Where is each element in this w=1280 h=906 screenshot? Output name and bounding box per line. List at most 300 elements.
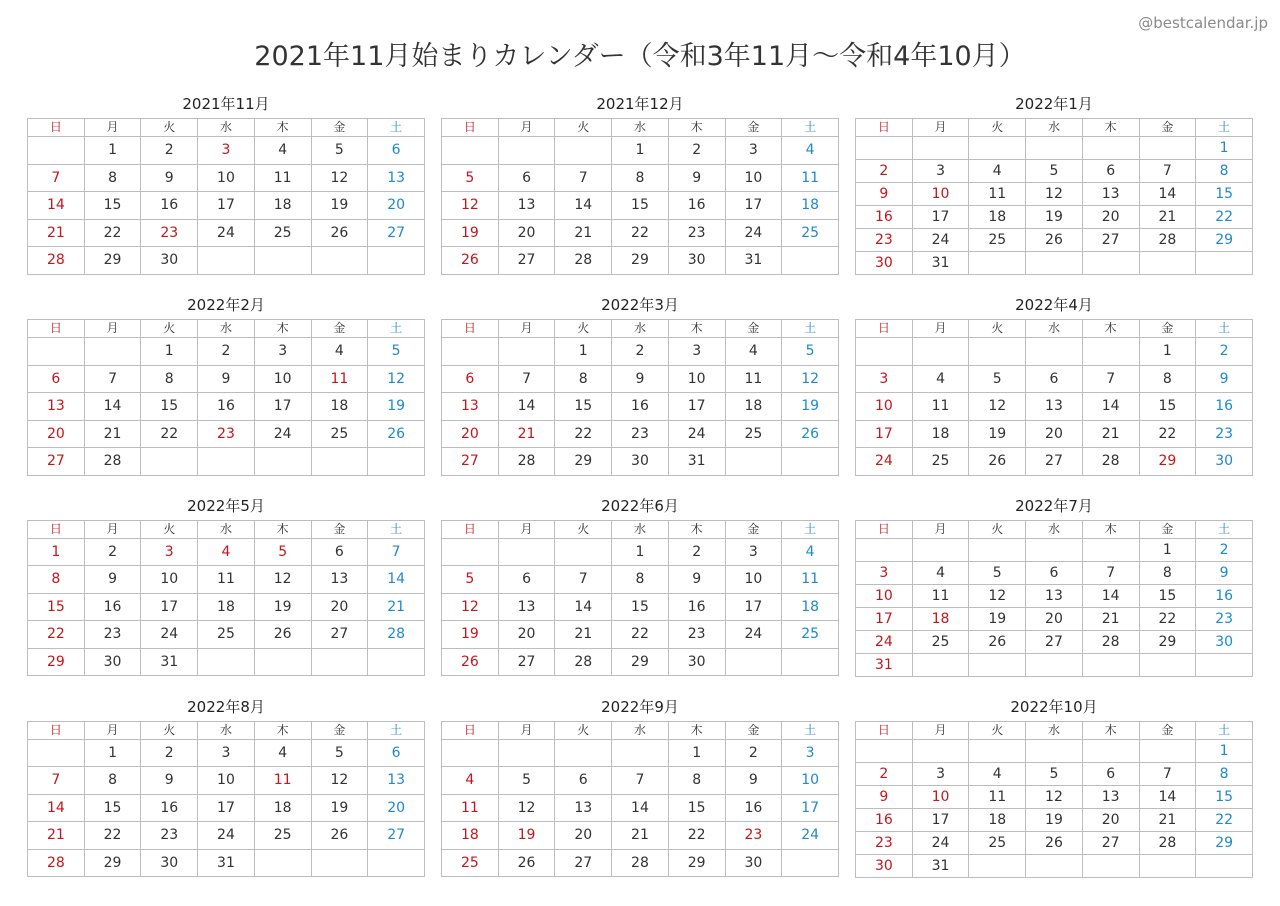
- empty-cell: [1026, 137, 1083, 160]
- empty-cell: [368, 247, 425, 275]
- week-row: [28, 338, 425, 366]
- weekday-header: 土: [782, 119, 839, 137]
- empty-cell: [1026, 538, 1083, 561]
- month-calendar: [441, 295, 839, 476]
- day-cell: 4: [912, 365, 969, 393]
- day-cell: 6: [311, 538, 368, 566]
- weekday-header: 土: [1196, 119, 1253, 137]
- day-cell: 26: [1026, 831, 1083, 854]
- month-title: 2022年3月: [601, 296, 679, 314]
- day-cell: 3: [668, 338, 725, 366]
- empty-cell: [1082, 854, 1139, 877]
- day-cell: 26: [442, 247, 499, 275]
- day-cell: 2: [141, 137, 198, 165]
- week-row: [28, 767, 425, 795]
- month-table: [441, 319, 839, 476]
- month-table: [855, 118, 1253, 275]
- empty-cell: [498, 739, 555, 767]
- month-calendar: [441, 697, 839, 878]
- weekday-header: 金: [1139, 320, 1196, 338]
- day-cell: 15: [612, 593, 669, 621]
- day-cell: 22: [1196, 206, 1253, 229]
- month-calendar: [855, 697, 1253, 878]
- weekday-header: 月: [498, 721, 555, 739]
- day-cell: 29: [612, 648, 669, 676]
- day-cell: 21: [28, 822, 85, 850]
- week-row: [28, 164, 425, 192]
- day-cell: 5: [368, 338, 425, 366]
- day-cell: 30: [141, 247, 198, 275]
- day-cell: 10: [198, 164, 255, 192]
- day-cell: 9: [612, 365, 669, 393]
- day-cell: 25: [969, 229, 1026, 252]
- day-cell: 9: [141, 164, 198, 192]
- week-row: [442, 192, 839, 220]
- week-row: [856, 206, 1253, 229]
- day-cell: 24: [782, 822, 839, 850]
- day-cell: 17: [141, 593, 198, 621]
- day-cell: 18: [198, 593, 255, 621]
- empty-cell: [254, 849, 311, 877]
- weekday-header: 火: [555, 721, 612, 739]
- weekday-header: 土: [782, 721, 839, 739]
- weekday-header: 水: [1026, 320, 1083, 338]
- day-cell: 17: [198, 794, 255, 822]
- day-cell: 20: [555, 822, 612, 850]
- day-cell: 28: [28, 849, 85, 877]
- day-cell: 9: [668, 566, 725, 594]
- week-row: [856, 137, 1253, 160]
- month-calendar: [855, 496, 1253, 677]
- day-cell: 15: [1139, 584, 1196, 607]
- day-cell: 20: [1082, 206, 1139, 229]
- day-cell: 5: [442, 566, 499, 594]
- day-cell: 8: [1139, 561, 1196, 584]
- day-cell: 16: [668, 192, 725, 220]
- day-cell: 21: [1139, 808, 1196, 831]
- day-cell: 27: [28, 448, 85, 476]
- weekday-header: 金: [725, 520, 782, 538]
- day-cell: 21: [368, 593, 425, 621]
- empty-cell: [254, 648, 311, 676]
- day-cell: 11: [969, 785, 1026, 808]
- empty-cell: [725, 648, 782, 676]
- week-row: [856, 338, 1253, 366]
- day-cell: 7: [612, 767, 669, 795]
- day-cell: 12: [782, 365, 839, 393]
- empty-cell: [1082, 137, 1139, 160]
- week-row: [442, 593, 839, 621]
- weekday-header: 月: [84, 721, 141, 739]
- weekday-header: 土: [368, 320, 425, 338]
- empty-cell: [969, 338, 1026, 366]
- month-table: [441, 721, 839, 878]
- day-cell: 30: [856, 854, 913, 877]
- day-cell: 18: [782, 593, 839, 621]
- week-row: [28, 822, 425, 850]
- weekday-header: 金: [1139, 520, 1196, 538]
- weekday-header: 木: [1082, 520, 1139, 538]
- day-cell: 24: [668, 420, 725, 448]
- day-cell: 31: [856, 653, 913, 676]
- month-table: [855, 721, 1253, 878]
- day-cell: 9: [668, 164, 725, 192]
- day-cell: 10: [141, 566, 198, 594]
- day-cell: 15: [84, 794, 141, 822]
- empty-cell: [498, 538, 555, 566]
- day-cell: 20: [368, 794, 425, 822]
- day-cell: 14: [28, 192, 85, 220]
- day-cell: 26: [442, 648, 499, 676]
- day-cell: 7: [498, 365, 555, 393]
- day-cell: 23: [856, 831, 913, 854]
- week-row: [442, 448, 839, 476]
- day-cell: 2: [856, 160, 913, 183]
- day-cell: 16: [725, 794, 782, 822]
- day-cell: 23: [141, 219, 198, 247]
- day-cell: 9: [198, 365, 255, 393]
- day-cell: 12: [969, 393, 1026, 421]
- day-cell: 14: [498, 393, 555, 421]
- day-cell: 19: [368, 393, 425, 421]
- day-cell: 22: [612, 219, 669, 247]
- empty-cell: [254, 448, 311, 476]
- day-cell: 16: [198, 393, 255, 421]
- empty-cell: [969, 653, 1026, 676]
- week-row: [856, 831, 1253, 854]
- day-cell: 4: [254, 739, 311, 767]
- empty-cell: [912, 739, 969, 762]
- day-cell: 18: [782, 192, 839, 220]
- day-cell: 19: [1026, 206, 1083, 229]
- day-cell: 23: [1196, 607, 1253, 630]
- day-cell: 24: [725, 621, 782, 649]
- month-table: [855, 520, 1253, 677]
- day-cell: 30: [141, 849, 198, 877]
- empty-cell: [1139, 252, 1196, 275]
- day-cell: 16: [84, 593, 141, 621]
- day-cell: 15: [28, 593, 85, 621]
- day-cell: 14: [1139, 183, 1196, 206]
- day-cell: 7: [368, 538, 425, 566]
- day-cell: 27: [555, 849, 612, 877]
- day-cell: 10: [725, 566, 782, 594]
- day-cell: 18: [912, 607, 969, 630]
- empty-cell: [969, 739, 1026, 762]
- day-cell: 23: [668, 621, 725, 649]
- day-cell: 28: [498, 448, 555, 476]
- day-cell: 16: [668, 593, 725, 621]
- day-cell: 23: [1196, 420, 1253, 448]
- day-cell: 12: [368, 365, 425, 393]
- week-row: [442, 849, 839, 877]
- day-cell: 29: [1139, 630, 1196, 653]
- week-row: [856, 630, 1253, 653]
- day-cell: 5: [498, 767, 555, 795]
- day-cell: 1: [84, 739, 141, 767]
- weekday-header: 土: [1196, 320, 1253, 338]
- weekday-header: 木: [668, 320, 725, 338]
- day-cell: 16: [1196, 393, 1253, 421]
- day-cell: 9: [856, 785, 913, 808]
- day-cell: 19: [969, 420, 1026, 448]
- day-cell: 31: [668, 448, 725, 476]
- weekday-header: 土: [368, 520, 425, 538]
- weekday-header-row: [856, 320, 1253, 338]
- empty-cell: [555, 538, 612, 566]
- day-cell: 29: [668, 849, 725, 877]
- day-cell: 3: [912, 160, 969, 183]
- day-cell: 12: [969, 584, 1026, 607]
- day-cell: 21: [1082, 607, 1139, 630]
- day-cell: 20: [368, 192, 425, 220]
- day-cell: 25: [782, 219, 839, 247]
- day-cell: 17: [254, 393, 311, 421]
- empty-cell: [969, 538, 1026, 561]
- weekday-header: 水: [1026, 119, 1083, 137]
- weekday-header: 木: [254, 320, 311, 338]
- empty-cell: [442, 137, 499, 165]
- day-cell: 22: [84, 219, 141, 247]
- empty-cell: [912, 137, 969, 160]
- empty-cell: [311, 448, 368, 476]
- weekday-header: 金: [311, 721, 368, 739]
- empty-cell: [1082, 538, 1139, 561]
- day-cell: 2: [612, 338, 669, 366]
- day-cell: 24: [912, 229, 969, 252]
- day-cell: 29: [84, 849, 141, 877]
- month-title: 2022年8月: [187, 697, 265, 716]
- day-cell: 8: [1196, 160, 1253, 183]
- day-cell: 29: [28, 648, 85, 676]
- day-cell: 7: [1139, 762, 1196, 785]
- day-cell: 18: [442, 822, 499, 850]
- empty-cell: [782, 247, 839, 275]
- day-cell: 30: [1196, 448, 1253, 476]
- weekday-header: 金: [311, 320, 368, 338]
- week-row: [856, 584, 1253, 607]
- weekday-header: 月: [912, 520, 969, 538]
- week-row: [28, 247, 425, 275]
- week-row: [442, 648, 839, 676]
- day-cell: 8: [84, 767, 141, 795]
- weekday-header: 木: [668, 119, 725, 137]
- empty-cell: [28, 739, 85, 767]
- day-cell: 1: [612, 137, 669, 165]
- day-cell: 9: [141, 767, 198, 795]
- weekday-header: 土: [1196, 721, 1253, 739]
- day-cell: 1: [1196, 739, 1253, 762]
- day-cell: 4: [725, 338, 782, 366]
- weekday-header: 火: [969, 320, 1026, 338]
- weekday-header: 日: [856, 721, 913, 739]
- weekday-header: 月: [912, 320, 969, 338]
- weekday-header: 火: [555, 119, 612, 137]
- day-cell: 25: [912, 630, 969, 653]
- week-row: [856, 762, 1253, 785]
- day-cell: 9: [1196, 561, 1253, 584]
- day-cell: 31: [141, 648, 198, 676]
- day-cell: 24: [912, 831, 969, 854]
- month-table: [441, 520, 839, 677]
- day-cell: 6: [498, 566, 555, 594]
- weekday-header-row: [28, 721, 425, 739]
- weekday-header: 日: [28, 119, 85, 137]
- month-table: [855, 319, 1253, 476]
- day-cell: 29: [1196, 229, 1253, 252]
- month-title: 2021年12月: [596, 95, 684, 113]
- day-cell: 4: [912, 561, 969, 584]
- day-cell: 14: [612, 794, 669, 822]
- day-cell: 16: [1196, 584, 1253, 607]
- day-cell: 20: [1026, 607, 1083, 630]
- day-cell: 14: [1082, 584, 1139, 607]
- day-cell: 10: [856, 393, 913, 421]
- week-row: [856, 365, 1253, 393]
- day-cell: 11: [912, 393, 969, 421]
- week-row: [442, 621, 839, 649]
- empty-cell: [782, 448, 839, 476]
- day-cell: 29: [1139, 448, 1196, 476]
- weekday-header: 月: [498, 520, 555, 538]
- day-cell: 21: [498, 420, 555, 448]
- week-row: [28, 448, 425, 476]
- day-cell: 11: [311, 365, 368, 393]
- week-row: [28, 794, 425, 822]
- day-cell: 3: [912, 762, 969, 785]
- day-cell: 8: [1139, 365, 1196, 393]
- weekday-header: 木: [254, 721, 311, 739]
- day-cell: 7: [1082, 365, 1139, 393]
- day-cell: 7: [555, 164, 612, 192]
- day-cell: 30: [725, 849, 782, 877]
- day-cell: 11: [254, 164, 311, 192]
- day-cell: 1: [84, 137, 141, 165]
- day-cell: 15: [668, 794, 725, 822]
- weekday-header-row: [856, 520, 1253, 538]
- empty-cell: [555, 739, 612, 767]
- day-cell: 12: [311, 767, 368, 795]
- weekday-header: 火: [555, 320, 612, 338]
- week-row: [28, 849, 425, 877]
- day-cell: 10: [254, 365, 311, 393]
- weekday-header: 土: [368, 119, 425, 137]
- empty-cell: [1139, 137, 1196, 160]
- day-cell: 1: [1139, 538, 1196, 561]
- weekday-header: 木: [1082, 119, 1139, 137]
- month-title: 2022年2月: [187, 296, 265, 314]
- day-cell: 6: [368, 137, 425, 165]
- day-cell: 11: [198, 566, 255, 594]
- week-row: [856, 229, 1253, 252]
- day-cell: 27: [498, 247, 555, 275]
- day-cell: 14: [555, 192, 612, 220]
- week-row: [28, 192, 425, 220]
- day-cell: 6: [1082, 160, 1139, 183]
- day-cell: 3: [725, 137, 782, 165]
- empty-cell: [498, 137, 555, 165]
- weekday-header-row: [856, 721, 1253, 739]
- week-row: [856, 808, 1253, 831]
- day-cell: 4: [969, 762, 1026, 785]
- day-cell: 21: [84, 420, 141, 448]
- week-row: [28, 593, 425, 621]
- day-cell: 5: [782, 338, 839, 366]
- day-cell: 22: [28, 621, 85, 649]
- day-cell: 7: [555, 566, 612, 594]
- day-cell: 22: [668, 822, 725, 850]
- day-cell: 23: [856, 229, 913, 252]
- day-cell: 13: [442, 393, 499, 421]
- weekday-header: 水: [612, 520, 669, 538]
- day-cell: 6: [555, 767, 612, 795]
- day-cell: 3: [198, 137, 255, 165]
- day-cell: 10: [912, 183, 969, 206]
- month-title: 2022年9月: [601, 697, 679, 716]
- week-row: [442, 393, 839, 421]
- day-cell: 22: [555, 420, 612, 448]
- month-table: [27, 721, 425, 878]
- day-cell: 23: [198, 420, 255, 448]
- day-cell: 24: [725, 219, 782, 247]
- weekday-header: 月: [84, 119, 141, 137]
- day-cell: 5: [311, 739, 368, 767]
- week-row: [442, 822, 839, 850]
- week-row: [856, 561, 1253, 584]
- day-cell: 22: [612, 621, 669, 649]
- day-cell: 5: [969, 365, 1026, 393]
- empty-cell: [1026, 739, 1083, 762]
- weekday-header: 金: [1139, 119, 1196, 137]
- day-cell: 17: [198, 192, 255, 220]
- week-row: [28, 137, 425, 165]
- weekday-header: 水: [612, 320, 669, 338]
- weekday-header: 水: [612, 119, 669, 137]
- week-row: [28, 621, 425, 649]
- weekday-header: 木: [1082, 320, 1139, 338]
- day-cell: 19: [969, 607, 1026, 630]
- weekday-header: 木: [254, 119, 311, 137]
- day-cell: 28: [1139, 229, 1196, 252]
- empty-cell: [442, 538, 499, 566]
- day-cell: 7: [1082, 561, 1139, 584]
- month-title: 2022年10月: [1010, 697, 1098, 716]
- month-calendar: [441, 496, 839, 677]
- day-cell: 26: [1026, 229, 1083, 252]
- weekday-header: 水: [1026, 520, 1083, 538]
- weekday-header: 火: [141, 119, 198, 137]
- month-title: 2022年6月: [601, 496, 679, 515]
- week-row: [856, 653, 1253, 676]
- day-cell: 2: [84, 538, 141, 566]
- day-cell: 25: [782, 621, 839, 649]
- empty-cell: [1139, 653, 1196, 676]
- day-cell: 9: [1196, 365, 1253, 393]
- day-cell: 5: [969, 561, 1026, 584]
- day-cell: 4: [969, 160, 1026, 183]
- day-cell: 19: [254, 593, 311, 621]
- empty-cell: [1026, 252, 1083, 275]
- day-cell: 10: [198, 767, 255, 795]
- day-cell: 26: [311, 219, 368, 247]
- week-row: [856, 785, 1253, 808]
- weekday-header: 日: [28, 520, 85, 538]
- day-cell: 3: [725, 538, 782, 566]
- weekday-header-row: [442, 119, 839, 137]
- month-table: [441, 118, 839, 275]
- week-row: [28, 566, 425, 594]
- weekday-header: 日: [442, 320, 499, 338]
